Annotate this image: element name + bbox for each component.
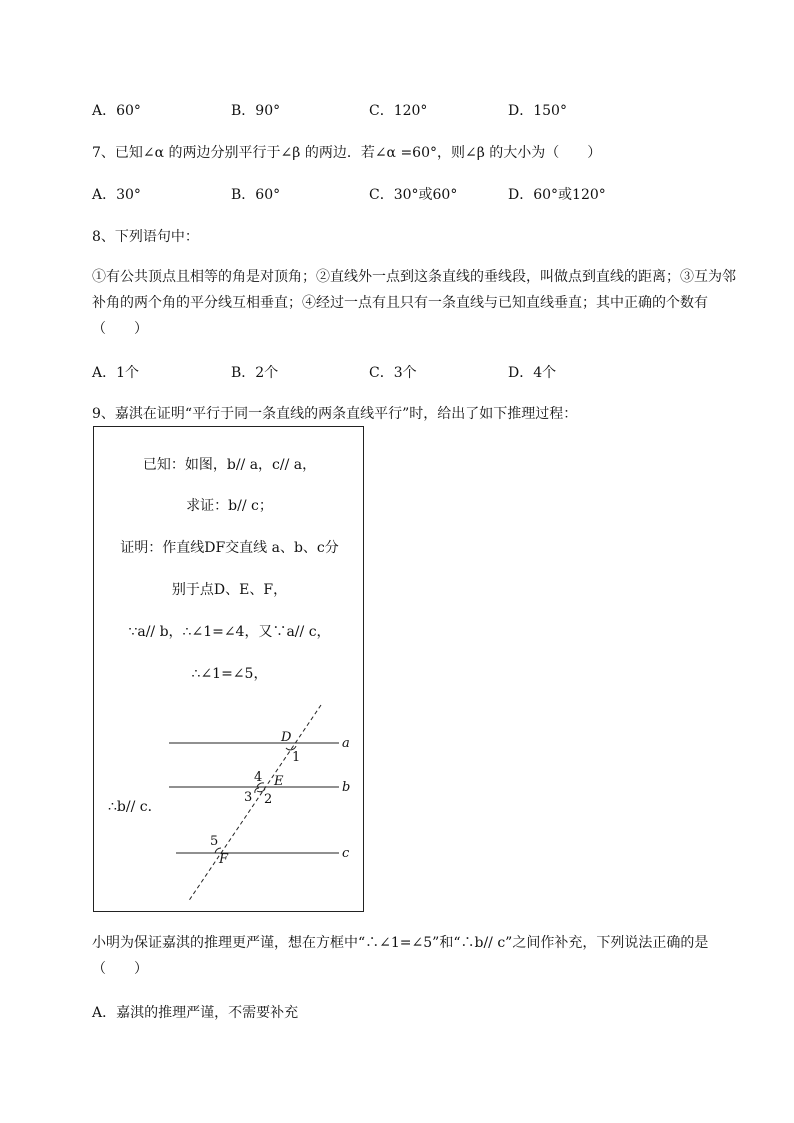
q8-option-d: D．4个: [508, 365, 557, 381]
proof-to-prove: 求证：b// c；: [186, 498, 273, 514]
q8-body: ①有公共顶点且相等的角是对顶角；②直线外一点到这条直线的垂线段，叫做点到直线的距离；③互为邻补角的两个角的平分线互相垂直；④经过一点有且只有一条直线与已知直线垂直；其中正确的个数有（ ）: [92, 269, 736, 337]
label-4: 4: [254, 770, 263, 785]
q8-option-a: A．1个: [92, 365, 140, 381]
q8-option-b: B．2个: [231, 365, 279, 381]
proof-step-4: ∴∠1=∠5，: [191, 666, 268, 682]
label-1: 1: [292, 750, 301, 765]
q6-option-b: B．90°: [231, 103, 281, 119]
q6-option-a: A．60°: [92, 103, 141, 119]
q7-stem: 7、已知∠α 的两边分别平行于∠β 的两边．若∠α =60°，则∠β 的大小为（ ）: [92, 145, 602, 161]
label-2: 2: [264, 792, 273, 807]
label-a: a: [342, 736, 350, 751]
q7-option-c: C．30°或60°: [369, 187, 458, 203]
label-D: D: [281, 730, 292, 745]
q6-options: [92, 100, 732, 120]
q8-stem: 8、下列语句中：: [92, 229, 199, 245]
proof-given: 已知：如图，b// a，c// a，: [142, 457, 317, 473]
angle-3-arc: [255, 788, 259, 793]
label-c: c: [342, 846, 350, 861]
label-3: 3: [244, 790, 253, 805]
transversal-df: [188, 705, 321, 902]
proof-step-3: ∵a// b，∴∠1=∠4，又∵a// c，: [128, 624, 331, 640]
label-F: F: [219, 852, 229, 867]
q9-option-a: A．嘉淇的推理严谨，不需要补充: [92, 1005, 299, 1021]
q9-followup: 小明为保证嘉淇的推理更严谨，想在方框中“∴∠1=∠5”和“∴b// c”之间作补充，下列说法正确的是（ ）: [92, 935, 709, 977]
q6-option-c: C．120°: [369, 103, 428, 119]
label-b: b: [342, 780, 351, 795]
q6-option-d: D．150°: [508, 103, 567, 119]
proof-box: [93, 426, 364, 912]
q9-stem: 9、嘉淇在证明“平行于同一条直线的两条直线平行”时，给出了如下推理过程：: [92, 406, 578, 422]
label-5: 5: [210, 834, 219, 849]
proof-step-1: 证明：作直线DF交直线 a、b、c分: [120, 540, 339, 556]
q8-option-c: C．3个: [369, 365, 417, 381]
q8-options: [92, 362, 732, 382]
proof-step-2: 别于点D、E、F，: [171, 582, 288, 598]
q7-options: [92, 184, 732, 204]
proof-conclusion: ∴b// c．: [108, 799, 162, 815]
parallel-lines-figure: [94, 427, 365, 913]
label-E: E: [274, 774, 284, 789]
q7-option-b: B．60°: [231, 187, 281, 203]
q7-option-a: A．30°: [92, 187, 141, 203]
q7-option-d: D．60°或120°: [508, 187, 606, 203]
